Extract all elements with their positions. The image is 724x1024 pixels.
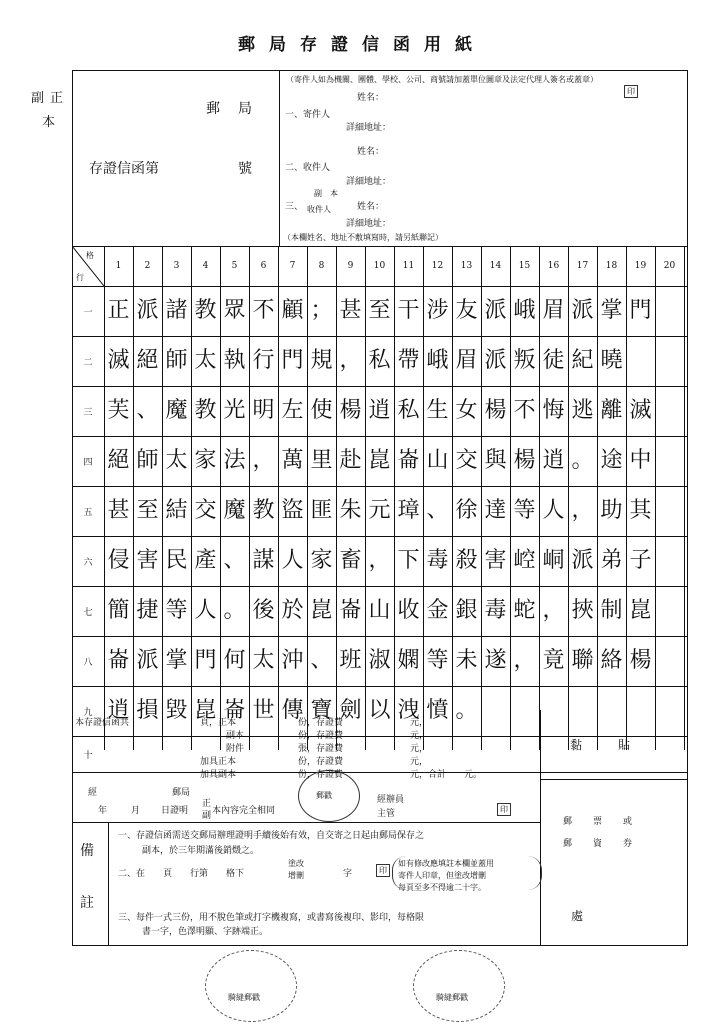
copy-name-label: 姓名： <box>357 202 385 212</box>
grid-cell: 滅 <box>629 398 652 423</box>
grid-cell: 掌 <box>600 298 623 323</box>
grid-cell: 毒 <box>426 548 449 573</box>
grid-cell: 家 <box>310 548 333 573</box>
grid-row-label: 六 <box>83 558 93 568</box>
grid-row-label: 三 <box>83 408 93 418</box>
seam-stamp-left-circle <box>205 950 297 1022</box>
grid-cell: 、 <box>223 548 246 573</box>
grid-cell: 交 <box>194 498 217 523</box>
post-stamp-label: 郵戳 <box>316 791 332 800</box>
grid-cell: 干 <box>397 298 420 323</box>
sender-address-label: 詳細地址： <box>346 123 392 133</box>
grid-cell: 絕 <box>107 448 130 473</box>
grid-cell: 涉 <box>426 298 449 323</box>
grid-cell: 殺 <box>455 548 478 573</box>
grid-cell: ， <box>571 498 594 523</box>
grid-cell: 派 <box>136 298 159 323</box>
grid-cell: ， <box>542 598 565 623</box>
grid-cell: 璋 <box>397 498 420 523</box>
note-3a: 三、每件一式三份，用不脫色筆或打字機複寫，或書寫後複印、影印，每格限 <box>118 913 425 923</box>
grid-corner-bottom: 行 <box>76 273 84 282</box>
grid-cell: 絡 <box>600 648 623 673</box>
grid-cell: 逍 <box>368 398 391 423</box>
receiver-address-label: 詳細地址： <box>346 177 392 187</box>
grid-cell: 門 <box>194 648 217 673</box>
grid-cell: 逃 <box>571 398 594 423</box>
grid-cell: 光 <box>223 398 246 423</box>
grid-cell: 人 <box>194 598 217 623</box>
grid-cell: 不 <box>513 398 536 423</box>
grid-cell: 赴 <box>339 448 362 473</box>
note-2-note-b: 寄件人印章，但塗改增刪 <box>398 871 486 880</box>
fee-row-label: 附件 <box>226 744 245 754</box>
grid-cell: 等 <box>513 498 536 523</box>
grid-cell: 里 <box>310 448 333 473</box>
grid-column-number: 20 <box>663 261 676 271</box>
grid-cell: 太 <box>194 348 217 373</box>
grid-cell: 掌 <box>165 648 188 673</box>
grid-cell: ； <box>310 298 333 323</box>
grid-cell: 絕 <box>136 348 159 373</box>
grid-cell: 教 <box>194 298 217 323</box>
grid-row-label: 五 <box>83 508 93 518</box>
grid-cell: 結 <box>165 498 188 523</box>
cert-fu: 副 <box>202 811 212 821</box>
grid-column-number: 3 <box>173 261 180 271</box>
grid-cell: 正 <box>107 298 130 323</box>
copy-label-a: 副 本 <box>314 189 338 198</box>
grid-column-number: 11 <box>402 261 415 271</box>
grid-cell: 崙 <box>107 648 130 673</box>
grid-cell: 朱 <box>339 498 362 523</box>
grid-cell: 峒 <box>542 548 565 573</box>
grid-row-label: 八 <box>83 658 93 668</box>
grid-cell: 。 <box>455 698 478 723</box>
grid-cell: ， <box>339 348 362 373</box>
note-2-b: 增刪 <box>288 871 304 880</box>
note-3b: 書一字，色澤明顯、字跡端正。 <box>142 927 269 937</box>
grid-cell: 魔 <box>165 398 188 423</box>
grid-cell: 私 <box>397 398 420 423</box>
grid-cell: 金 <box>426 598 449 623</box>
fee-row-label: 頁，正本 <box>200 718 237 728</box>
grid-cell: 未 <box>455 648 478 673</box>
grid-cell: 崑 <box>310 598 333 623</box>
grid-cell: 教 <box>252 498 275 523</box>
grid-cell: 沖 <box>281 648 304 673</box>
grid-cell: 芙 <box>107 398 130 423</box>
grid-cell: 助 <box>600 498 623 523</box>
grid-cell: 楊 <box>484 398 507 423</box>
grid-cell: 憤 <box>426 698 449 723</box>
sender-seal: 印 <box>624 85 638 98</box>
grid-cell: 世 <box>252 698 275 723</box>
grid-column-number: 17 <box>576 261 589 271</box>
grid-column-number: 18 <box>605 261 618 271</box>
cert-month: 月 <box>131 806 141 816</box>
note-2-char: 字 <box>343 869 353 879</box>
grid-cell: 教 <box>194 398 217 423</box>
stamp-label-a: 郵 票 或 <box>563 817 634 827</box>
grid-column-number: 10 <box>373 261 386 271</box>
notes-label-b: 註 <box>80 895 94 911</box>
fee-row-amount-label: 元， <box>410 731 429 741</box>
grid-cell: 不 <box>252 298 275 323</box>
note-1b: 副本，於三年期滿後銷燬之。 <box>142 846 260 856</box>
grid-cell: 。 <box>571 448 594 473</box>
grid-column-number: 13 <box>460 261 473 271</box>
grid-cell: 損 <box>136 698 159 723</box>
grid-cell: 子 <box>629 548 652 573</box>
grid-cell: 制 <box>600 598 623 623</box>
grid-cell: 顧 <box>281 298 304 323</box>
grid-cell: 民 <box>165 548 188 573</box>
grid-cell: 下 <box>397 548 420 573</box>
grid-cell: 家 <box>194 448 217 473</box>
grid-cell: 竟 <box>542 648 565 673</box>
grid-column-number: 14 <box>489 261 502 271</box>
grid-cell: 派 <box>136 648 159 673</box>
fee-row-fee-label: 張，存證費 <box>298 744 344 754</box>
grid-cell: 銀 <box>455 598 478 623</box>
stamp-label-b: 郵 資 券 <box>563 839 634 849</box>
fee-row-fee-label: 份，存證費 <box>298 757 344 767</box>
grid-cell: 派 <box>484 298 507 323</box>
grid-cell: 執 <box>223 348 246 373</box>
header-top-note: （寄件人如為機關、團體、學校、公司、商號請加蓋單位圖章及法定代理人簽名或蓋章） <box>286 75 598 84</box>
grid-cell: 門 <box>281 348 304 373</box>
grid-cell: 盜 <box>281 498 304 523</box>
grid-cell: 派 <box>571 548 594 573</box>
grid-cell: 害 <box>484 548 507 573</box>
grid-cell: 峨 <box>426 348 449 373</box>
grid-column-number: 1 <box>115 261 122 271</box>
fee-row-label: 副本 <box>226 731 245 741</box>
sender-label: 一、寄件人 <box>285 110 331 120</box>
stamp-place-label: 處 <box>571 909 584 923</box>
grid-cell: 崑 <box>629 598 652 623</box>
grid-column-number: 16 <box>547 261 560 271</box>
note-2-prefix: 二、在 頁 行第 格下 <box>118 869 245 879</box>
fee-row-amount-label: 元， <box>410 718 429 728</box>
cert-via: 經 <box>88 788 98 798</box>
note-2-note-a: 如有修改應填註本欄並蓋用 <box>398 859 494 868</box>
fee-row-fee-label: 份，存證費 <box>298 718 344 728</box>
grid-cell: 門 <box>629 298 652 323</box>
grid-cell: 劍 <box>339 698 362 723</box>
grid-cell: 魔 <box>223 498 246 523</box>
grid-cell: 匪 <box>310 498 333 523</box>
grid-row-label: 七 <box>83 608 93 618</box>
cert-tail: 本內容完全相同 <box>212 806 276 816</box>
grid-cell: 峨 <box>513 298 536 323</box>
grid-cell: 女 <box>455 398 478 423</box>
grid-cell: 等 <box>426 648 449 673</box>
grid-cell: 法 <box>223 448 246 473</box>
grid-row-label: 十 <box>83 751 93 761</box>
grid-cell: 、 <box>426 498 449 523</box>
grid-cell: 友 <box>455 298 478 323</box>
grid-cell: 生 <box>426 398 449 423</box>
letter-number-prefix: 存證信函第 <box>89 161 159 177</box>
cert-seal: 印 <box>497 803 511 816</box>
page-title: 郵局存證信函用紙 <box>238 35 486 55</box>
grid-cell: 師 <box>165 348 188 373</box>
grid-cell: 萬 <box>281 448 304 473</box>
grid-cell: 謀 <box>252 548 275 573</box>
grid-cell: 使 <box>310 398 333 423</box>
grid-cell: 滅 <box>107 348 130 373</box>
grid-cell: ， <box>513 648 536 673</box>
cert-year: 年 <box>98 806 108 816</box>
grid-cell: 崆 <box>513 548 536 573</box>
grid-cell: 眾 <box>223 298 246 323</box>
grid-cell: 崙 <box>223 698 246 723</box>
side-label-fu: 副 <box>31 91 45 106</box>
grid-cell: 聯 <box>571 648 594 673</box>
note-2-a: 塗改 <box>288 859 304 868</box>
grid-column-number: 15 <box>518 261 531 271</box>
grid-column-number: 12 <box>431 261 444 271</box>
grid-cell: 曉 <box>600 348 623 373</box>
grid-cell: 於 <box>281 598 304 623</box>
grid-cell: 崙 <box>339 598 362 623</box>
grid-cell: 甚 <box>339 298 362 323</box>
grid-cell: 中 <box>629 448 652 473</box>
grid-cell: 逍 <box>542 448 565 473</box>
grid-cell: 產 <box>194 548 217 573</box>
grid-cell: 、 <box>310 648 333 673</box>
grid-cell: 悔 <box>542 398 565 423</box>
letter-number-suffix: 號 <box>238 161 252 177</box>
seam-stamp-right-circle <box>413 950 505 1022</box>
grid-cell: 人 <box>281 548 304 573</box>
grid-cell: 左 <box>281 398 304 423</box>
grid-cell: ， <box>252 448 275 473</box>
grid-cell: 蛇 <box>513 598 536 623</box>
copy-address-label: 詳細地址： <box>346 219 392 229</box>
grid-row-label: 一 <box>83 308 93 318</box>
grid-cell: 人 <box>542 498 565 523</box>
grid-cell: 。 <box>223 598 246 623</box>
grid-column-number: 19 <box>634 261 647 271</box>
grid-column-number: 4 <box>202 261 209 271</box>
note-1a: 一、存證信函需送交郵局辦理證明手續後始有效，自交寄之日起由郵局保存之 <box>118 831 425 841</box>
grid-cell: 交 <box>455 448 478 473</box>
fee-row-amount-label: 元， <box>410 757 429 767</box>
grid-cell: 以 <box>368 698 391 723</box>
fee-row-amount-label: 元， <box>410 744 429 754</box>
grid-cell: 途 <box>600 448 623 473</box>
grid-cell: 逍 <box>107 698 130 723</box>
grid-cell: 害 <box>136 548 159 573</box>
grid-cell: 楊 <box>513 448 536 473</box>
grid-cell: 其 <box>629 498 652 523</box>
fee-row-label: 加具副本 <box>200 770 237 780</box>
paste-label: 黏 貼 <box>570 738 635 752</box>
grid-column-number: 6 <box>260 261 267 271</box>
grid-cell: 遂 <box>484 648 507 673</box>
grid-cell: 達 <box>484 498 507 523</box>
grid-cell: 寶 <box>310 698 333 723</box>
grid-cell: 甚 <box>107 498 130 523</box>
grid-cell: 至 <box>368 298 391 323</box>
grid-cell: 嫻 <box>397 648 420 673</box>
grid-cell: 侵 <box>107 548 130 573</box>
side-label-ben: 本 <box>42 115 56 130</box>
grid-cell: 徒 <box>542 348 565 373</box>
grid-cell: 山 <box>426 448 449 473</box>
grid-column-number: 7 <box>289 261 296 271</box>
grid-cell: 捷 <box>136 598 159 623</box>
grid-cell: 挾 <box>571 598 594 623</box>
receiver-name-label: 姓名： <box>357 147 385 157</box>
seam-stamp-right: 騎縫郵戳 <box>436 993 468 1002</box>
grid-cell: 至 <box>136 498 159 523</box>
grid-cell: 毒 <box>484 598 507 623</box>
grid-cell: 派 <box>484 348 507 373</box>
cert-handler: 經辦員 <box>377 795 405 805</box>
grid-cell: 崙 <box>397 448 420 473</box>
grid-cell: ， <box>368 548 391 573</box>
grid-cell: 崑 <box>194 698 217 723</box>
grid-cell: 崑 <box>368 448 391 473</box>
grid-cell: 派 <box>571 298 594 323</box>
grid-cell: 徐 <box>455 498 478 523</box>
grid-cell: 叛 <box>513 348 536 373</box>
seam-stamp-left: 騎縫郵戳 <box>228 993 260 1002</box>
grid-row-label: 九 <box>83 708 93 718</box>
notes-label-a: 備 <box>80 843 94 859</box>
grid-column-number: 8 <box>318 261 325 271</box>
grid-cell: 諸 <box>165 298 188 323</box>
grid-cell: 何 <box>223 648 246 673</box>
cert-day: 日證明 <box>161 806 189 816</box>
grid-cell: 後 <box>252 598 275 623</box>
note-2-seal: 印 <box>376 864 390 877</box>
grid-cell: 元 <box>368 498 391 523</box>
grid-cell: 傳 <box>281 698 304 723</box>
grid-cell: 弟 <box>600 548 623 573</box>
cert-post-office: 郵局 <box>172 788 191 798</box>
grid-cell: 私 <box>368 348 391 373</box>
grid-cell: 等 <box>165 598 188 623</box>
grid-column-number: 5 <box>231 261 238 271</box>
grid-cell: 太 <box>165 448 188 473</box>
grid-row-label: 四 <box>83 458 93 468</box>
grid-corner-top: 格 <box>86 251 94 260</box>
grid-cell: 收 <box>397 598 420 623</box>
grid-cell: 行 <box>252 348 275 373</box>
post-office-label: 郵 局 <box>206 101 254 117</box>
grid-cell: 山 <box>368 598 391 623</box>
grid-cell: 與 <box>484 448 507 473</box>
grid-cell: 眉 <box>542 298 565 323</box>
grid-cell: 明 <box>252 398 275 423</box>
header-bottom-note: （本欄姓名、地址不敷填寫時，請另紙聯記） <box>283 233 443 242</box>
grid-column-number: 9 <box>347 261 354 271</box>
grid-cell: 帶 <box>397 348 420 373</box>
receiver-label: 二、收件人 <box>285 163 331 173</box>
grid-cell: 洩 <box>397 698 420 723</box>
grid-cell: 太 <box>252 648 275 673</box>
copy-label-b: 收件人 <box>307 205 331 214</box>
grid-cell: 師 <box>136 448 159 473</box>
grid-cell: 紀 <box>571 348 594 373</box>
grid-cell: 淑 <box>368 648 391 673</box>
fee-row-label: 加具正本 <box>200 757 237 767</box>
grid-cell: 規 <box>310 348 333 373</box>
grid-cell: 眉 <box>455 348 478 373</box>
fee-row-fee-label: 份，存證費 <box>298 731 344 741</box>
grid-row-label: 二 <box>83 358 93 368</box>
fee-row-amount-label: 元，合計 元。 <box>410 770 483 780</box>
grid-cell: 楊 <box>339 398 362 423</box>
grid-cell: 畜 <box>339 548 362 573</box>
cert-zheng: 正 <box>202 799 212 809</box>
sender-name-label: 姓名： <box>357 93 385 103</box>
side-label-zheng: 正 <box>50 91 64 106</box>
grid-cell: 班 <box>339 648 362 673</box>
grid-cell: 毀 <box>165 698 188 723</box>
fees-lead: 本存證信函共 <box>75 718 130 728</box>
note-2-note-c: 每頁至多不得逾二十字。 <box>398 883 486 892</box>
grid-cell: 離 <box>600 398 623 423</box>
grid-cell: 簡 <box>107 598 130 623</box>
cert-supervisor: 主管 <box>377 809 396 819</box>
copy-label-num: 三、 <box>285 202 304 212</box>
grid-column-number: 2 <box>144 261 151 271</box>
fee-row-fee-label: 份，存證費 <box>298 770 344 780</box>
grid-cell: 、 <box>136 398 159 423</box>
grid-cell: 楊 <box>629 648 652 673</box>
